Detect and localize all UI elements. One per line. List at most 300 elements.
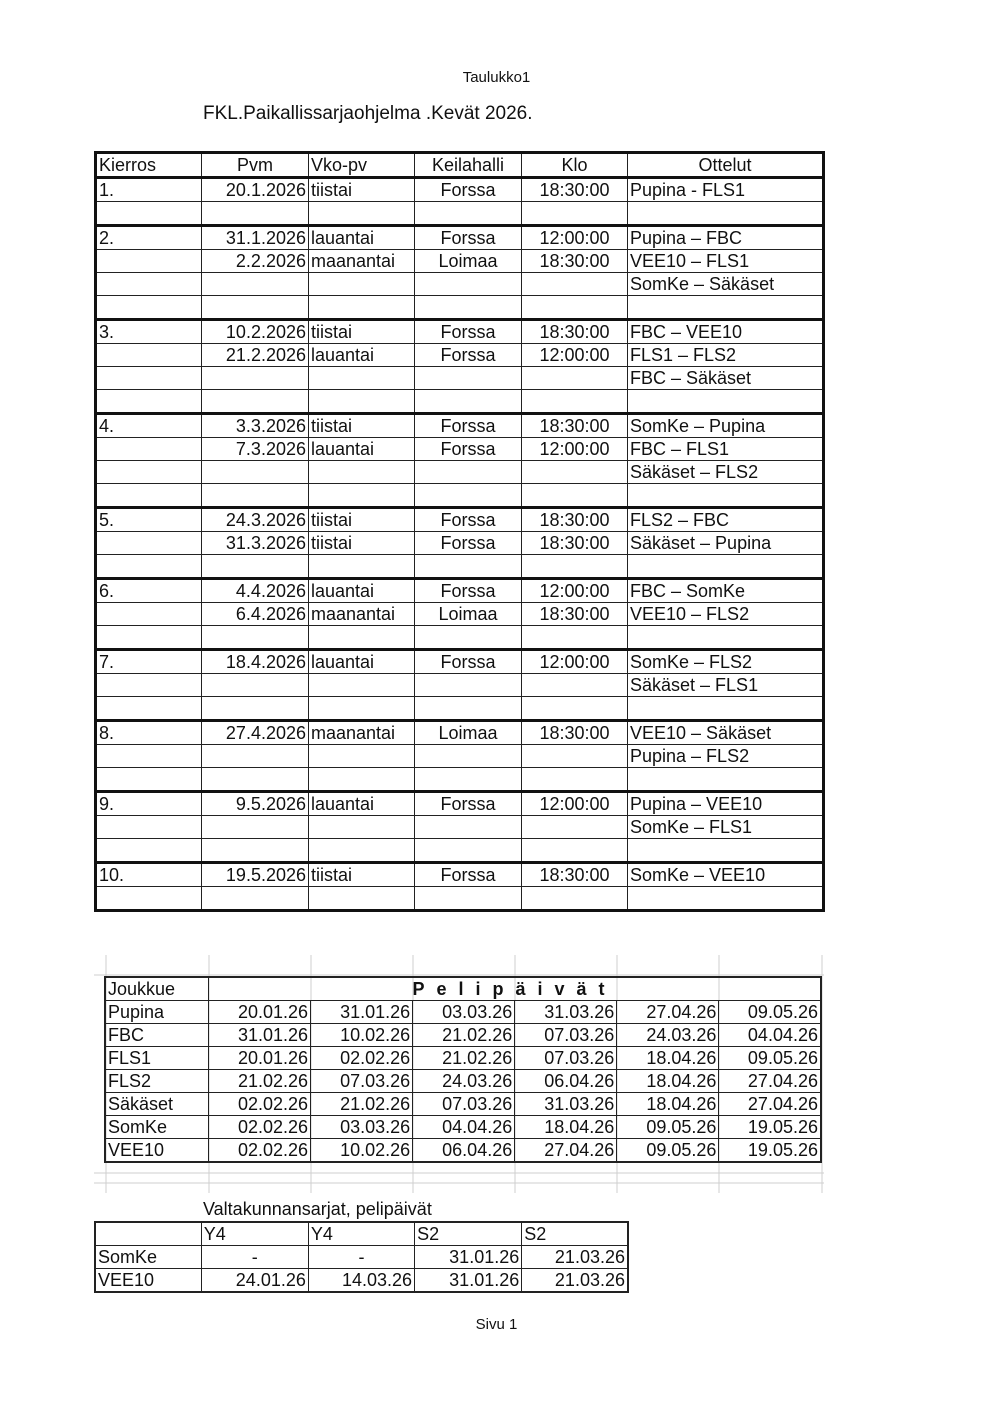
cell-keilahalli: Loimaa (415, 721, 522, 745)
cell-date: 31.01.26 (311, 1001, 413, 1024)
cell-date: 09.05.26 (617, 1116, 719, 1139)
cell-ottelu: SomKe – Säkäset (628, 273, 824, 296)
cell-ottelu: FLS1 – FLS2 (628, 344, 824, 367)
cell-keilahalli: Forssa (415, 414, 522, 438)
cell-klo (522, 674, 628, 697)
cell-date: 31.01.26 (209, 1024, 311, 1047)
cell-klo: 12:00:00 (522, 438, 628, 461)
team-dates-table (104, 976, 822, 1163)
schedule-row (96, 839, 824, 863)
cell-date: 21.02.26 (413, 1024, 515, 1047)
cell-date: 21.02.26 (209, 1070, 311, 1093)
cell-kierros (96, 202, 202, 226)
cell-date: 21.03.26 (522, 1269, 628, 1293)
cell-keilahalli (415, 674, 522, 697)
cell-klo (522, 697, 628, 721)
cell-keilahalli (415, 697, 522, 721)
cell-keilahalli (415, 745, 522, 768)
header-pelipaivat: Pelipäivät (209, 977, 822, 1001)
cell-kierros: 6. (96, 579, 202, 603)
cell-klo (522, 390, 628, 414)
cell-pvm (202, 887, 309, 911)
cell-keilahalli (415, 484, 522, 508)
cell-klo: 12:00:00 (522, 579, 628, 603)
cell-date: 07.03.26 (515, 1024, 617, 1047)
cell-kierros: 3. (96, 320, 202, 344)
cell-kierros (96, 273, 202, 296)
cell-ottelu (628, 697, 824, 721)
cell-date: 27.04.26 (617, 1001, 719, 1024)
cell-keilahalli: Forssa (415, 438, 522, 461)
cell-keilahalli (415, 768, 522, 792)
cell-date: 27.04.26 (719, 1070, 821, 1093)
cell-ottelu: FBC – VEE10 (628, 320, 824, 344)
page-footer: Sivu 1 (475, 1316, 518, 1333)
cell-date: 19.05.26 (719, 1139, 821, 1163)
cell-kierros (96, 768, 202, 792)
cell-vko-pv: tiistai (309, 414, 415, 438)
schedule-row (96, 202, 824, 226)
cell-keilahalli: Forssa (415, 579, 522, 603)
cell-vko-pv (309, 555, 415, 579)
cell-date: 24.03.26 (413, 1070, 515, 1093)
cell-pvm (202, 202, 309, 226)
cell-vko-pv: lauantai (309, 438, 415, 461)
cell-ottelu (628, 296, 824, 320)
cell-ottelu: SomKe – Pupina (628, 414, 824, 438)
cell-keilahalli: Loimaa (415, 250, 522, 273)
schedule-row (96, 626, 824, 650)
cell-team: FLS2 (105, 1070, 209, 1093)
cell-vko-pv: lauantai (309, 579, 415, 603)
cell-ottelu: Pupina - FLS1 (628, 178, 824, 202)
schedule-row (96, 745, 824, 768)
team-dates-row (105, 1139, 821, 1163)
cell-date: 10.02.26 (311, 1024, 413, 1047)
cell-date: 09.05.26 (719, 1047, 821, 1070)
cell-vko-pv (309, 273, 415, 296)
cell-date: 14.03.26 (308, 1269, 414, 1293)
cell-keilahalli: Forssa (415, 320, 522, 344)
cell-vko-pv (309, 768, 415, 792)
cell-ottelu: SomKe – FLS2 (628, 650, 824, 674)
cell-pvm: 9.5.2026 (202, 792, 309, 816)
cell-keilahalli: Forssa (415, 532, 522, 555)
cell-date: 27.04.26 (515, 1139, 617, 1163)
cell-date: 20.01.26 (209, 1047, 311, 1070)
cell-ottelu (628, 626, 824, 650)
schedule-row (96, 650, 824, 674)
cell-keilahalli (415, 839, 522, 863)
cell-ottelu: Säkäset – FLS2 (628, 461, 824, 484)
cell-klo: 18:30:00 (522, 532, 628, 555)
cell-team: FBC (105, 1024, 209, 1047)
cell-keilahalli: Forssa (415, 344, 522, 367)
cell-date: 24.03.26 (617, 1024, 719, 1047)
cell-vko-pv (309, 484, 415, 508)
cell-pvm (202, 626, 309, 650)
national-header: Y4 (308, 1222, 414, 1246)
cell-ottelu: FBC – SomKe (628, 579, 824, 603)
national-header: S2 (415, 1222, 522, 1246)
schedule-row (96, 697, 824, 721)
cell-vko-pv: lauantai (309, 226, 415, 250)
cell-klo (522, 273, 628, 296)
cell-klo: 18:30:00 (522, 320, 628, 344)
cell-pvm (202, 697, 309, 721)
cell-date: 27.04.26 (719, 1093, 821, 1116)
cell-klo (522, 555, 628, 579)
national-row (95, 1246, 628, 1269)
cell-kierros (96, 296, 202, 320)
schedule-row (96, 532, 824, 555)
cell-ottelu: VEE10 – Säkäset (628, 721, 824, 745)
cell-kierros: 4. (96, 414, 202, 438)
cell-pvm (202, 484, 309, 508)
cell-date: - (201, 1246, 308, 1269)
cell-pvm (202, 768, 309, 792)
cell-keilahalli (415, 461, 522, 484)
cell-kierros: 10. (96, 863, 202, 887)
cell-klo (522, 887, 628, 911)
cell-klo (522, 816, 628, 839)
cell-ottelu: Pupina – VEE10 (628, 792, 824, 816)
cell-kierros (96, 555, 202, 579)
cell-klo: 18:30:00 (522, 178, 628, 202)
cell-pvm (202, 745, 309, 768)
cell-vko-pv (309, 461, 415, 484)
schedule-row (96, 768, 824, 792)
cell-klo: 12:00:00 (522, 650, 628, 674)
cell-date: 31.01.26 (415, 1269, 522, 1293)
national-series-title: Valtakunnansarjat, pelipäivät (203, 1199, 432, 1219)
cell-keilahalli (415, 390, 522, 414)
cell-klo (522, 626, 628, 650)
cell-vko-pv: tiistai (309, 178, 415, 202)
cell-date: 06.04.26 (413, 1139, 515, 1163)
cell-pvm: 4.4.2026 (202, 579, 309, 603)
cell-date: 18.04.26 (617, 1070, 719, 1093)
cell-vko-pv: tiistai (309, 508, 415, 532)
cell-ottelu: VEE10 – FLS2 (628, 603, 824, 626)
cell-kierros: 9. (96, 792, 202, 816)
cell-vko-pv: lauantai (309, 650, 415, 674)
cell-vko-pv: lauantai (309, 344, 415, 367)
schedule-row (96, 390, 824, 414)
schedule-row (96, 344, 824, 367)
cell-vko-pv: maanantai (309, 250, 415, 273)
cell-klo: 12:00:00 (522, 344, 628, 367)
cell-keilahalli: Loimaa (415, 603, 522, 626)
cell-klo: 18:30:00 (522, 863, 628, 887)
cell-date: 31.03.26 (515, 1093, 617, 1116)
cell-keilahalli: Forssa (415, 650, 522, 674)
cell-klo (522, 296, 628, 320)
cell-vko-pv (309, 674, 415, 697)
cell-keilahalli (415, 367, 522, 390)
cell-klo: 18:30:00 (522, 414, 628, 438)
cell-pvm: 21.2.2026 (202, 344, 309, 367)
header-keilahalli: Keilahalli (415, 153, 522, 178)
cell-date: 20.01.26 (209, 1001, 311, 1024)
schedule-row (96, 414, 824, 438)
cell-date: 18.04.26 (617, 1047, 719, 1070)
cell-pvm: 31.3.2026 (202, 532, 309, 555)
cell-vko-pv (309, 390, 415, 414)
cell-team: Säkäset (105, 1093, 209, 1116)
cell-klo (522, 367, 628, 390)
cell-vko-pv: tiistai (309, 532, 415, 555)
schedule-row (96, 816, 824, 839)
cell-ottelu (628, 202, 824, 226)
cell-pvm (202, 367, 309, 390)
cell-team: VEE10 (105, 1139, 209, 1163)
cell-pvm (202, 390, 309, 414)
team-dates-row (105, 1070, 821, 1093)
cell-date: 06.04.26 (515, 1070, 617, 1093)
cell-team: SomKe (95, 1246, 201, 1269)
cell-pvm: 6.4.2026 (202, 603, 309, 626)
cell-klo (522, 768, 628, 792)
cell-pvm: 3.3.2026 (202, 414, 309, 438)
cell-date: 07.03.26 (311, 1070, 413, 1093)
national-header-row (95, 1222, 628, 1246)
cell-kierros (96, 438, 202, 461)
cell-pvm: 31.1.2026 (202, 226, 309, 250)
cell-pvm (202, 461, 309, 484)
team-dates-row (105, 1024, 821, 1047)
cell-kierros: 7. (96, 650, 202, 674)
cell-kierros (96, 461, 202, 484)
cell-kierros (96, 745, 202, 768)
team-dates-header-row (105, 977, 821, 1001)
sheet-name: Taulukko1 (462, 69, 531, 86)
cell-ottelu: Pupina – FLS2 (628, 745, 824, 768)
cell-kierros (96, 697, 202, 721)
cell-keilahalli: Forssa (415, 508, 522, 532)
cell-pvm (202, 555, 309, 579)
cell-date: 10.02.26 (311, 1139, 413, 1163)
team-dates-row (105, 1047, 821, 1070)
cell-keilahalli (415, 555, 522, 579)
cell-keilahalli (415, 887, 522, 911)
cell-kierros (96, 674, 202, 697)
cell-date: 31.03.26 (515, 1001, 617, 1024)
cell-kierros (96, 532, 202, 555)
cell-pvm: 27.4.2026 (202, 721, 309, 745)
cell-pvm: 18.4.2026 (202, 650, 309, 674)
header-kierros: Kierros (96, 153, 202, 178)
cell-date: 04.04.26 (719, 1024, 821, 1047)
cell-vko-pv: tiistai (309, 863, 415, 887)
cell-vko-pv: maanantai (309, 603, 415, 626)
cell-date: 09.05.26 (719, 1001, 821, 1024)
national-header: Y4 (201, 1222, 308, 1246)
cell-date: 31.01.26 (415, 1246, 522, 1269)
cell-keilahalli: Forssa (415, 178, 522, 202)
cell-team: VEE10 (95, 1269, 201, 1293)
cell-keilahalli: Forssa (415, 792, 522, 816)
cell-ottelu: Pupina – FBC (628, 226, 824, 250)
cell-vko-pv (309, 745, 415, 768)
cell-ottelu (628, 555, 824, 579)
team-dates-row (105, 1093, 821, 1116)
schedule-row (96, 250, 824, 273)
cell-pvm: 10.2.2026 (202, 320, 309, 344)
schedule-row (96, 484, 824, 508)
cell-vko-pv (309, 697, 415, 721)
schedule-row (96, 555, 824, 579)
cell-date: 24.01.26 (201, 1269, 308, 1293)
schedule-table (94, 151, 825, 912)
cell-keilahalli: Forssa (415, 863, 522, 887)
cell-pvm: 20.1.2026 (202, 178, 309, 202)
cell-vko-pv (309, 367, 415, 390)
schedule-row (96, 603, 824, 626)
cell-klo (522, 839, 628, 863)
schedule-row (96, 296, 824, 320)
cell-pvm: 24.3.2026 (202, 508, 309, 532)
cell-vko-pv (309, 816, 415, 839)
cell-vko-pv (309, 887, 415, 911)
cell-vko-pv (309, 202, 415, 226)
cell-ottelu (628, 768, 824, 792)
cell-date: 04.04.26 (413, 1116, 515, 1139)
header-vko-pv: Vko-pv (309, 153, 415, 178)
cell-ottelu: VEE10 – FLS1 (628, 250, 824, 273)
cell-date: - (308, 1246, 414, 1269)
schedule-row (96, 721, 824, 745)
cell-klo: 18:30:00 (522, 721, 628, 745)
cell-date: 03.03.26 (311, 1116, 413, 1139)
schedule-row (96, 367, 824, 390)
cell-klo: 12:00:00 (522, 792, 628, 816)
schedule-row (96, 579, 824, 603)
cell-vko-pv (309, 626, 415, 650)
schedule-row (96, 320, 824, 344)
cell-kierros (96, 816, 202, 839)
cell-team: FLS1 (105, 1047, 209, 1070)
cell-keilahalli (415, 296, 522, 320)
cell-kierros (96, 344, 202, 367)
header-pvm: Pvm (202, 153, 309, 178)
cell-klo: 12:00:00 (522, 226, 628, 250)
schedule-row (96, 674, 824, 697)
cell-date: 09.05.26 (617, 1139, 719, 1163)
cell-date: 19.05.26 (719, 1116, 821, 1139)
cell-kierros (96, 839, 202, 863)
cell-kierros: 2. (96, 226, 202, 250)
schedule-row (96, 178, 824, 202)
cell-ottelu: Säkäset – Pupina (628, 532, 824, 555)
document-title: FKL.Paikallissarjaohjelma .Kevät 2026. (203, 103, 533, 124)
cell-klo: 18:30:00 (522, 603, 628, 626)
cell-pvm (202, 816, 309, 839)
cell-team: SomKe (105, 1116, 209, 1139)
cell-klo (522, 461, 628, 484)
schedule-row (96, 461, 824, 484)
cell-pvm (202, 296, 309, 320)
cell-date: 02.02.26 (209, 1093, 311, 1116)
cell-date: 07.03.26 (413, 1093, 515, 1116)
cell-ottelu (628, 390, 824, 414)
cell-kierros (96, 390, 202, 414)
cell-team: Pupina (105, 1001, 209, 1024)
cell-keilahalli: Forssa (415, 226, 522, 250)
cell-klo (522, 202, 628, 226)
cell-keilahalli (415, 816, 522, 839)
schedule-header-row (96, 153, 824, 178)
cell-kierros (96, 603, 202, 626)
cell-date: 02.02.26 (209, 1116, 311, 1139)
cell-ottelu: SomKe – FLS1 (628, 816, 824, 839)
cell-kierros (96, 250, 202, 273)
cell-date: 21.03.26 (522, 1246, 628, 1269)
cell-ottelu: SomKe – VEE10 (628, 863, 824, 887)
cell-ottelu (628, 484, 824, 508)
header-joukkue: Joukkue (105, 977, 209, 1001)
cell-kierros: 1. (96, 178, 202, 202)
cell-pvm: 7.3.2026 (202, 438, 309, 461)
cell-klo (522, 484, 628, 508)
cell-date: 21.02.26 (413, 1047, 515, 1070)
national-series-table (94, 1221, 629, 1293)
cell-kierros: 5. (96, 508, 202, 532)
cell-date: 03.03.26 (413, 1001, 515, 1024)
cell-klo: 18:30:00 (522, 508, 628, 532)
cell-ottelu: FBC – FLS1 (628, 438, 824, 461)
schedule-row (96, 792, 824, 816)
national-row (95, 1269, 628, 1293)
cell-vko-pv: maanantai (309, 721, 415, 745)
schedule-row (96, 438, 824, 461)
cell-klo (522, 745, 628, 768)
cell-keilahalli (415, 626, 522, 650)
cell-kierros: 8. (96, 721, 202, 745)
cell-ottelu: FBC – Säkäset (628, 367, 824, 390)
cell-vko-pv (309, 839, 415, 863)
cell-ottelu: Säkäset – FLS1 (628, 674, 824, 697)
cell-vko-pv (309, 296, 415, 320)
national-header-blank (95, 1222, 201, 1246)
schedule-row (96, 273, 824, 296)
cell-date: 21.02.26 (311, 1093, 413, 1116)
cell-kierros (96, 367, 202, 390)
cell-pvm (202, 273, 309, 296)
cell-keilahalli (415, 202, 522, 226)
cell-ottelu: FLS2 – FBC (628, 508, 824, 532)
schedule-row (96, 887, 824, 911)
cell-pvm (202, 839, 309, 863)
cell-kierros (96, 484, 202, 508)
team-dates-row (105, 1001, 821, 1024)
schedule-row (96, 863, 824, 887)
cell-date: 18.04.26 (617, 1093, 719, 1116)
header-ottelut: Ottelut (628, 153, 824, 178)
cell-kierros (96, 626, 202, 650)
cell-pvm: 2.2.2026 (202, 250, 309, 273)
cell-date: 18.04.26 (515, 1116, 617, 1139)
national-header: S2 (522, 1222, 628, 1246)
cell-date: 02.02.26 (209, 1139, 311, 1163)
cell-pvm: 19.5.2026 (202, 863, 309, 887)
cell-pvm (202, 674, 309, 697)
cell-kierros (96, 887, 202, 911)
team-dates-row (105, 1116, 821, 1139)
cell-date: 02.02.26 (311, 1047, 413, 1070)
cell-ottelu (628, 839, 824, 863)
cell-vko-pv: lauantai (309, 792, 415, 816)
